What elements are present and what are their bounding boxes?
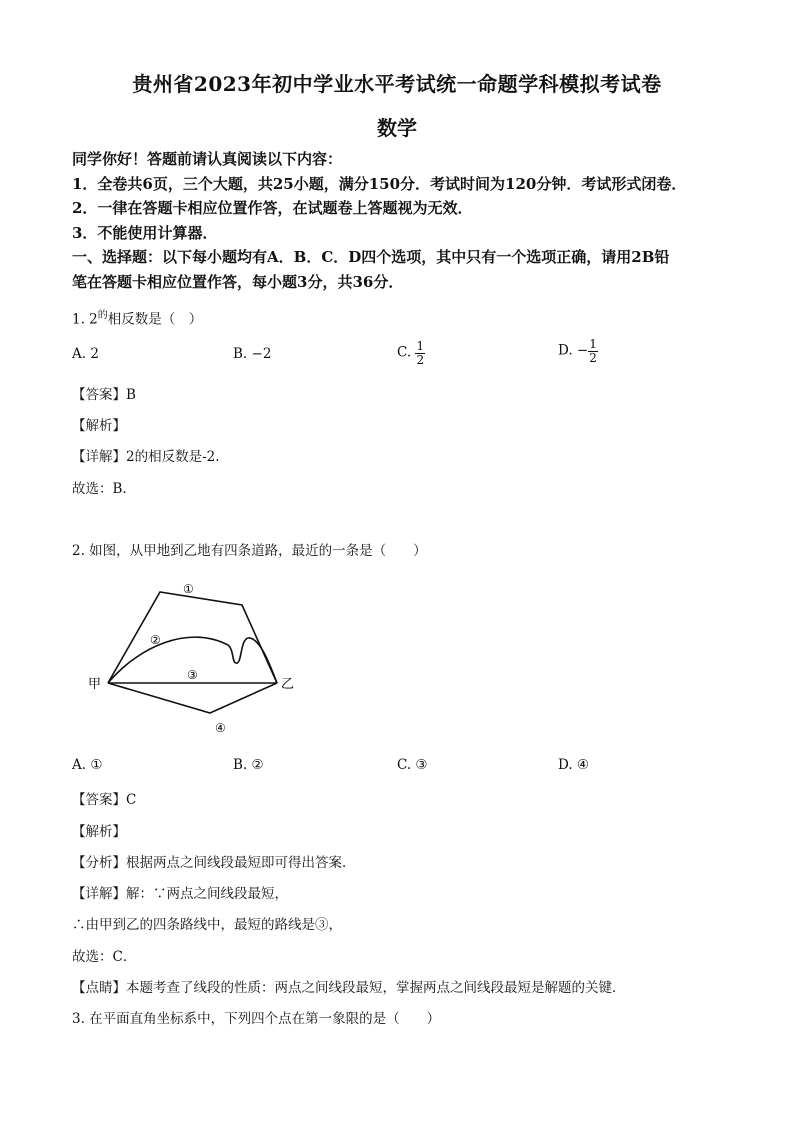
q1-option-b: B. −2 (233, 346, 272, 362)
fraction-denominator: 2 (416, 352, 425, 367)
route-1-label: ① (183, 582, 194, 596)
q1-option-c-label: C. (397, 344, 416, 361)
q2-choose: 故选：C． (72, 949, 137, 965)
q1-option-a: A. 2 (72, 346, 99, 362)
subject-title: 数学 (377, 116, 417, 140)
route-3-label: ③ (187, 668, 198, 682)
instruction-item-1: 1．全卷共6页，三个大题，共25小题，满分150分．考试时间为120分钟．考试形式闭卷． (72, 175, 687, 193)
q1-stem-sup: 的 (97, 310, 108, 321)
q1-answer: 【答案】B (72, 387, 136, 403)
q1-choose: 故选：B. (72, 481, 127, 497)
exam-title: 贵州省2023年初中学业水平考试统一命题学科模拟考试卷 (132, 72, 662, 96)
q2-option-d: D. ④ (558, 757, 590, 773)
q3-stem: 3. 在平面直角坐标系中，下列四个点在第一象限的是（ ） (72, 1011, 441, 1027)
q2-analysis-heading: 【解析】 (72, 824, 126, 840)
q2-comment: 【点睛】本题考查了线段的性质：两点之间线段最短，掌握两点之间线段最短是解题的关键． (72, 980, 626, 996)
q2-answer: 【答案】C (72, 792, 137, 808)
route-4-line (108, 683, 277, 713)
instruction-item-2: 2．一律在答题卡相应位置作答，在试题卷上答题视为无效． (72, 199, 473, 217)
instruction-item-3: 3．不能使用计算器． (72, 224, 218, 242)
fraction-numerator: 1 (416, 339, 425, 353)
section-1-heading-line1: 一、选择题：以下每小题均有A．B．C．D四个选项，其中只有一个选项正确，请用2B铅 (72, 248, 670, 266)
q2-fenxi: 【分析】根据两点之间线段最短即可得出答案． (72, 855, 356, 871)
q2-detail: 【详解】解：∵两点之间线段最短， (72, 886, 288, 902)
q2-stem: 2. 如图，从甲地到乙地有四条道路，最近的一条是（ ） (72, 543, 427, 559)
instructions-greeting: 同学你好！答题前请认真阅读以下内容： (72, 150, 343, 168)
q1-stem-prefix: 1. 2 (72, 311, 98, 328)
q1-stem-suffix: 相反数是（ ） (107, 311, 203, 328)
q1-option-d (558, 338, 598, 364)
q2-option-b: B. ② (233, 757, 264, 773)
q1-stem (72, 306, 202, 328)
q2-option-a: A. ① (72, 757, 103, 773)
q1-detail: 【详解】2的相反数是-2. (72, 449, 220, 465)
q1-option-c (397, 340, 425, 366)
q1-option-c-fraction (415, 340, 425, 366)
fraction-numerator: 1 (589, 337, 597, 351)
q2-option-c: C. ③ (397, 757, 428, 773)
q1-option-d-fraction (588, 338, 598, 364)
end-point-label: 乙 (281, 677, 295, 692)
route-2-label: ② (150, 633, 161, 647)
q2-therefore: ∴由甲到乙的四条路线中，最短的路线是③， (72, 917, 342, 933)
section-1-heading-line2: 笔在答题卡相应位置作答，每小题3分，共36分． (72, 273, 404, 291)
start-point-label: 甲 (88, 677, 102, 692)
q1-analysis-heading: 【解析】 (72, 418, 126, 434)
q2-route-diagram (80, 575, 310, 740)
fraction-denominator: 2 (589, 350, 597, 365)
q1-option-d-label: D. − (558, 342, 589, 359)
route-4-label: ④ (215, 721, 226, 735)
